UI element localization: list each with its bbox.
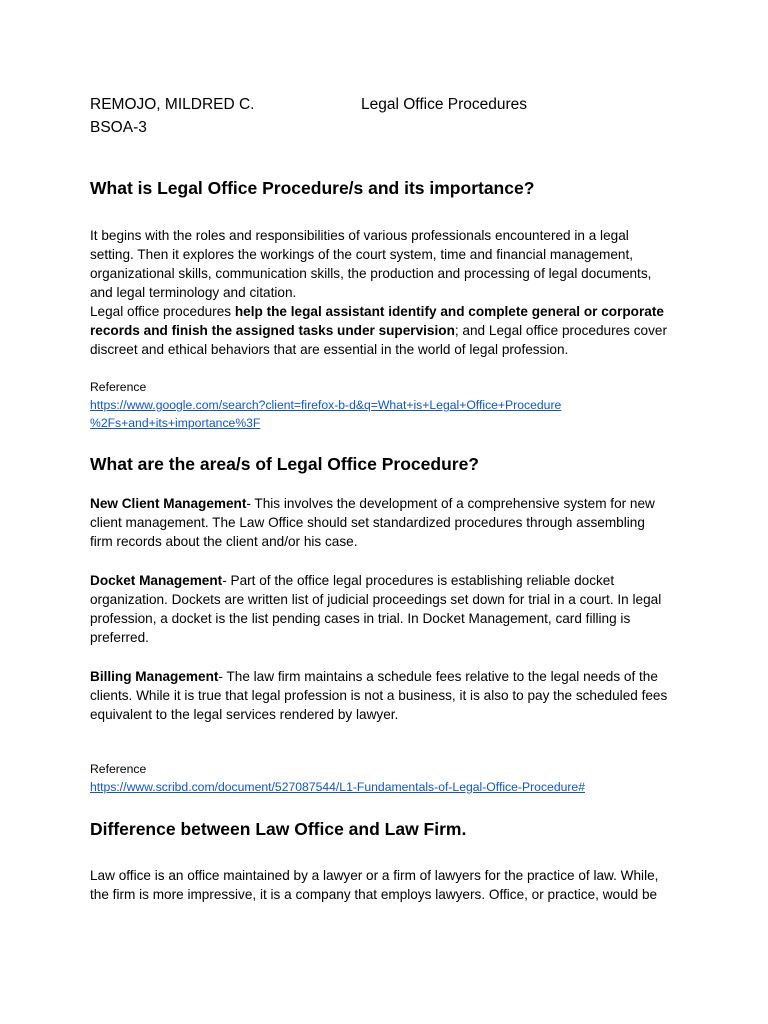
section3-line-1: Law office is an office maintained by a lawyer or a firm of lawyers for the practice of law. While,: [90, 868, 659, 883]
section1-reference-link-cont[interactable]: %2Fs+and+its+importance%3F: [90, 416, 261, 430]
section2-reference-label: Reference: [90, 762, 147, 776]
section1-line-4: and legal terminology and citation.: [90, 285, 297, 300]
area-billing-line-3: equivalent to the legal services rendered by lawyer.: [90, 707, 399, 722]
area-new-client-line-3: firm records about the client and/or his case.: [90, 534, 358, 549]
section1-line-6-text: ; and Legal office procedures cover: [454, 323, 667, 338]
section3-line-2: the firm is more impressive, it is a company that employs lawyers. Office, or practice, would be: [90, 887, 658, 902]
section1-heading: What is Legal Office Procedure/s and its importance?: [90, 178, 535, 198]
course-title: Legal Office Procedures: [361, 96, 528, 113]
area-docket-line-1: [90, 571, 614, 590]
section3-heading: Difference between Law Office and Law Firm.: [90, 819, 467, 839]
section1-line-3: organizational skills, communication skills, the production and processing of legal documents,: [90, 266, 652, 281]
section2-heading: What are the area/s of Legal Office Procedure?: [90, 454, 479, 474]
student-name: REMOJO, MILDRED C.: [90, 96, 255, 113]
area-docket-text: - Part of the office legal procedures is establishing reliable docket: [222, 573, 615, 588]
section1-line-5-text: Legal office procedures: [90, 304, 235, 319]
area-billing-line-1: [90, 667, 658, 686]
section1-reference-link[interactable]: https://www.google.com/search?client=firefox-b-d&q=What+is+Legal+Office+Procedure: [90, 398, 562, 412]
section1-line-7: discreet and ethical behaviors that are essential in the world of legal profession.: [90, 342, 569, 357]
section1-line-6: [90, 321, 667, 340]
section2-reference-link[interactable]: https://www.scribd.com/document/527087544/L1-Fundamentals-of-Legal-Office-Procedure#: [90, 780, 585, 794]
area-new-client-line-2: client management. The Law Office should set standardized procedures through assembling: [90, 515, 645, 530]
area-title-docket: Docket Management: [90, 573, 223, 588]
area-new-client-line-1: [90, 494, 655, 513]
section1-line-2: setting. Then it explores the workings of the court system, time and financial management,: [90, 247, 634, 262]
area-docket-line-3: profession, a docket is the list pending cases in trial. In Docket Management, card filling is: [90, 611, 631, 626]
section1-reference-label: Reference: [90, 380, 147, 394]
section1-bold-text: help the legal assistant identify and complete general or corporate: [234, 304, 664, 319]
area-docket-line-2: organization. Dockets are written list of judicial proceedings set down for trial in a court. In legal: [90, 592, 662, 607]
area-title-billing: Billing Management: [90, 669, 219, 684]
area-new-client-text: - This involves the development of a comprehensive system for new: [246, 496, 655, 511]
area-docket-line-4: preferred.: [90, 630, 149, 645]
section1-line-5: [90, 302, 664, 321]
section1-bold-text-cont: records and finish the assigned tasks under supervision: [90, 323, 455, 338]
section1-line-1: It begins with the roles and responsibilities of various professionals encountered in a legal: [90, 228, 629, 243]
student-section: BSOA-3: [90, 119, 147, 136]
area-title-new-client: New Client Management: [90, 496, 247, 511]
area-billing-text: - The law firm maintains a schedule fees relative to the legal needs of the: [218, 669, 658, 684]
area-billing-line-2: clients. While it is true that legal profession is not a business, it is also to pay the scheduled fees: [90, 688, 668, 703]
